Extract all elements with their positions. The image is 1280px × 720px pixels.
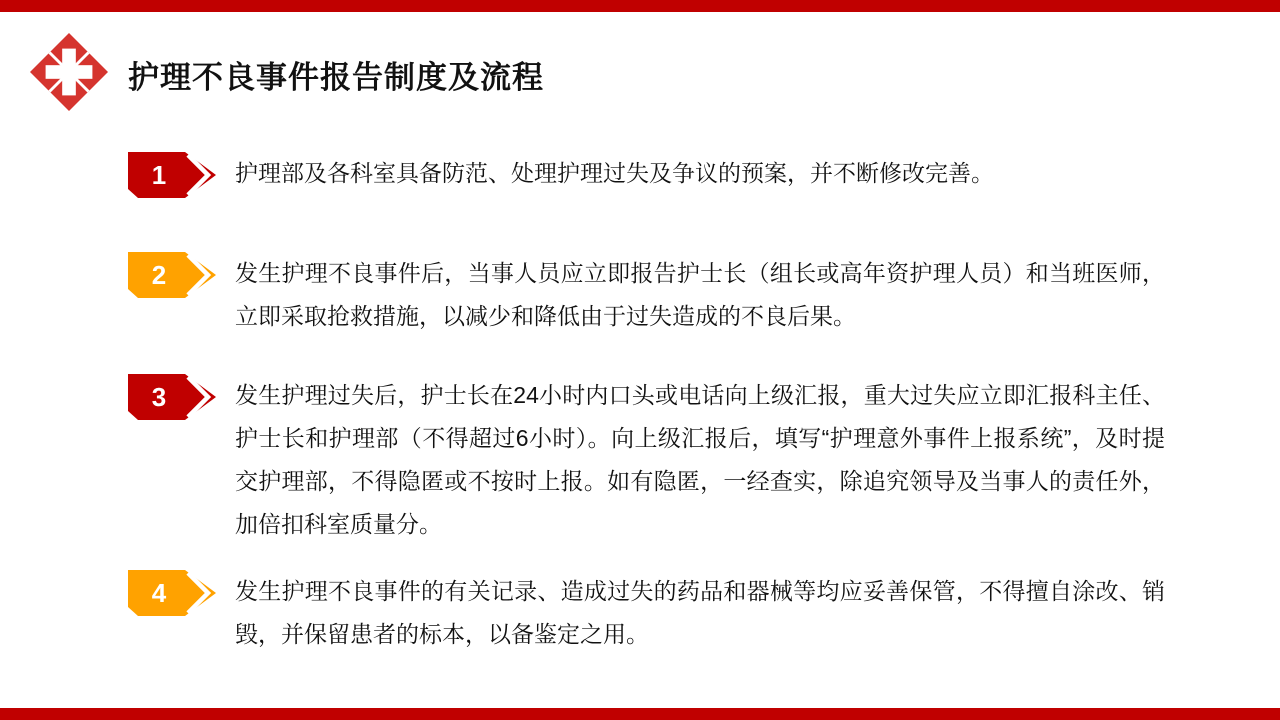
list-item-4 (128, 570, 1165, 656)
list-item-3 (128, 374, 1165, 546)
hospital-cross-icon (30, 33, 108, 111)
item-text: 护理部及各科室具备防范、处理护理过失及争议的预案，并不断修改完善。 (235, 160, 994, 186)
badge-number: 1 (151, 160, 167, 190)
list-item-2 (128, 252, 1165, 338)
number-badge-3 (128, 374, 216, 420)
item-text: 发生护理不良事件后，当事人员应立即报告护士长（组长或高年资护理人员）和当班医师，立即采取抢救措施，以减少和降低由于过失造成的不良后果。 (235, 260, 1165, 329)
slide-title: 护理不良事件报告制度及流程 (128, 60, 544, 95)
badge-number: 3 (151, 382, 167, 412)
number-badge-1 (128, 152, 216, 198)
badge-number: 2 (151, 260, 167, 290)
top-accent-bar (0, 0, 1280, 12)
number-badge-4 (128, 570, 216, 616)
badge-number: 4 (151, 578, 167, 608)
number-badge-2 (128, 252, 216, 298)
list-item-1 (128, 152, 1165, 198)
item-text: 发生护理过失后，护士长在24小时内口头或电话向上级汇报，重大过失应立即汇报科主任、护士长和护理部（不得超过6小时）。向上级汇报后，填写“护理意外事件上报系统”，及时提交护理部，不得隐匿或不按时上报。如有隐匿，一经查实，除追究领导及当事人的责任外，加倍扣科室质量分。 (235, 382, 1165, 537)
bottom-accent-bar (0, 708, 1280, 720)
item-text: 发生护理不良事件的有关记录、造成过失的药品和器械等均应妥善保管，不得擅自涂改、销毁，并保留患者的标本，以备鉴定之用。 (235, 578, 1165, 647)
